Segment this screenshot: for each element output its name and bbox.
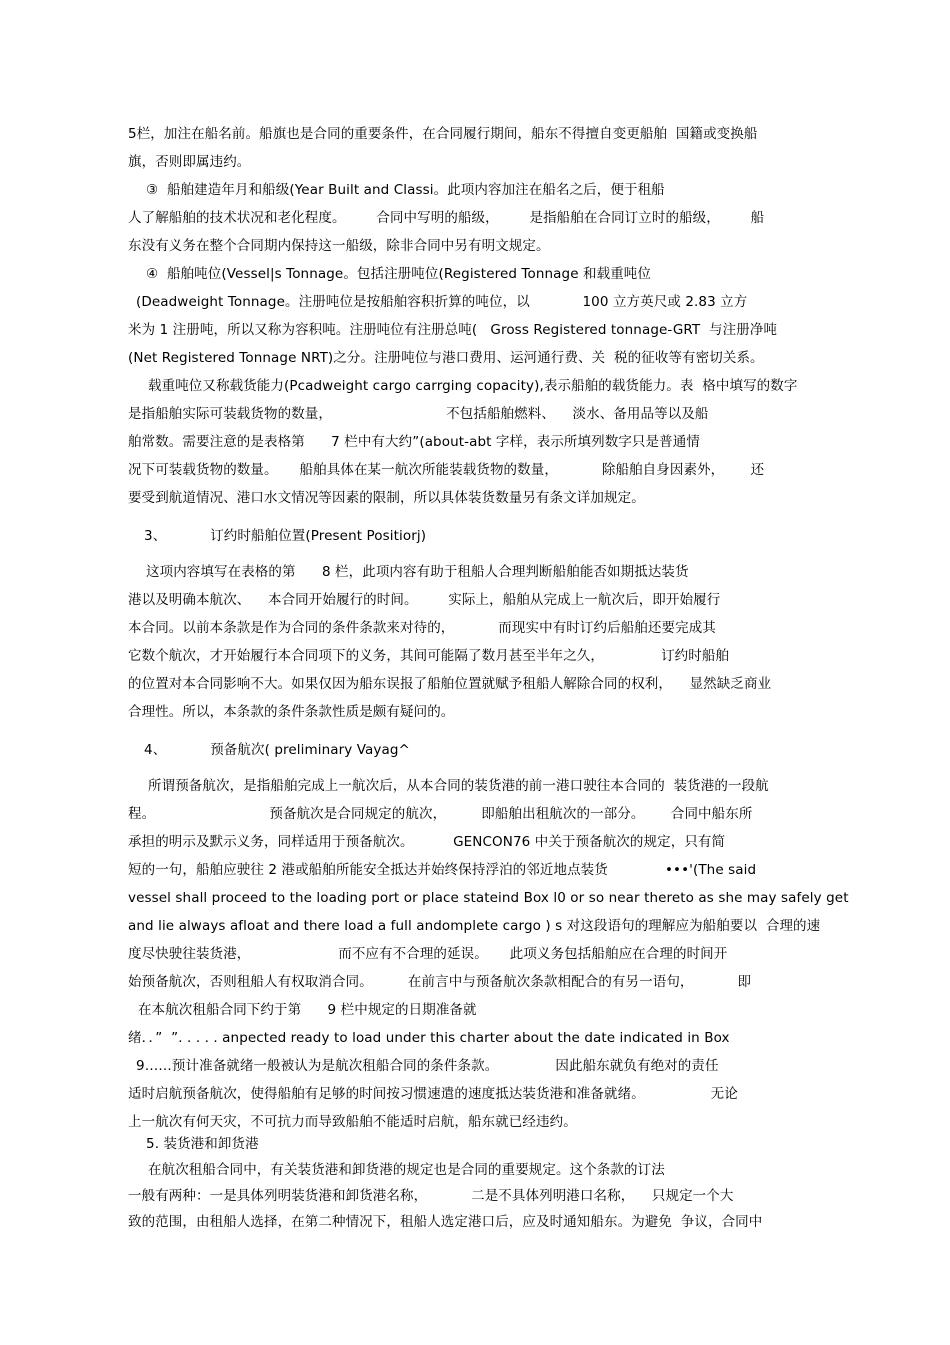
text-line: 一般有两种：一是具体列明装货港和卸货港名称， 二是不具体列明港口名称， 只规定一个大	[128, 1188, 734, 1204]
text-line: 本合同。以前本条款是作为合同的条件条款来对待的， 而现实中有时订约后船舶还要完成其	[128, 620, 716, 636]
text-line: 旗，否则即属违约。	[128, 154, 251, 170]
text-line: 人了解船舶的技术状况和老化程度。 合同中写明的船级， 是指船舶在合同订立时的船级， 船	[128, 210, 765, 226]
text-line: 况下可装载货物的数量。 船舶具体在某一航次所能装载货物的数量， 除船舶自身因素外， 还	[128, 462, 765, 478]
section-heading: 4、 预备航次( preliminary Vayag^	[144, 742, 410, 758]
text-line: 短的一句，船舶应驶往 2 港或船舶所能安全抵达并始终保持浮泊的邻近地点装货 •••'(The said	[128, 862, 757, 878]
text-line: 是指船舶实际可装载货物的数量， 不包括船舶燃料、 淡水、备用品等以及船	[128, 406, 709, 422]
text-line: 这项内容填写在表格的第 8 栏，此项内容有助于租船人合理判断船舶能否如期抵达装货	[146, 564, 689, 580]
text-line: ③ 船舶建造年月和船级(Year Built and Classi。此项内容加注在船名之后，便于租船	[146, 182, 665, 198]
text-line: 绪．．” ”. . . . . anpected ready to load under this charter about the date indicated in Box	[128, 1030, 730, 1046]
text-line: 的位置对本合同影响不大。如果仅因为船东误报了船舶位置就赋予租船人解除合同的权利， 显然缺乏商业	[128, 676, 772, 692]
text-line: vessel shall proceed to the loading port or place stateind Box l0 or so near thereto as she may safely get	[128, 890, 849, 906]
text-line: 9……预计准备就绪一般被认为是航次租船合同的条件条款。 因此船东就负有绝对的责任	[136, 1058, 719, 1074]
section-heading: 3、 订约时船舶位置(Present Positiorj)	[144, 528, 427, 544]
text-line: 承担的明示及默示义务，同样适用于预备航次。 GENCON76 中关于预备航次的规定，只有简	[128, 834, 726, 850]
text-line: (Net Registered Tonnage NRT)之分。注册吨位与港口费用、运河通行费、关 税的征收等有密切关系。	[128, 350, 764, 366]
text-line: ④ 船舶吨位(Vessel|s Tonnage。包括注册吨位(Registered Tonnage 和载重吨位	[146, 266, 651, 282]
text-line: 东没有义务在整个合同期内保持这一船级，除非合同中另有明文规定。	[128, 238, 550, 254]
text-line: 载重吨位又称载货能力(Pcadweight cargo carrging copacity),表示船舶的载货能力。表 格中填写的数字	[148, 378, 798, 394]
text-line: 在本航次租船合同下约于第 9 栏中规定的日期准备就	[138, 1002, 477, 1018]
text-line: 合理性。所以，本条款的条件条款性质是颇有疑问的。	[128, 704, 455, 720]
section-heading: 5. 装货港和卸货港	[146, 1136, 259, 1152]
text-line: 所谓预备航次，是指船舶完成上一航次后，从本合同的装货港的前一港口驶往本合同的 装货港的一段航	[148, 778, 769, 794]
text-line: 上一航次有何天灾，不可抗力而导致船舶不能适时启航，船东就已经违约。	[128, 1114, 577, 1130]
text-line: (Deadweight Tonnage。注册吨位是按船舶容积折算的吨位，以 100 立方英尺或 2.83 立方	[136, 294, 748, 310]
text-line: 程。 预备航次是合同规定的航次， 即船舶出租航次的一部分。 合同中船东所	[128, 806, 753, 822]
text-line: 始预备航次，否则租船人有权取消合同。 在前言中与预备航次条款相配合的有另一语句， 即	[128, 974, 752, 990]
text-line: 在航次租船合同中，有关装货港和卸货港的规定也是合同的重要规定。这个条款的订法	[148, 1162, 665, 1178]
text-line: 适时启航预备航次，使得船舶有足够的时间按习惯速遣的速度抵达装货港和准备就绪。 无论	[128, 1086, 738, 1102]
text-line: and lie always afloat and there load a full andomplete cargo ) s 对这段语句的理解应为船舶要以 合理的速	[128, 918, 821, 934]
text-line: 5栏，加注在船名前。船旗也是合同的重要条件，在合同履行期间，船东不得擅自变更船舶 国籍或变换船	[128, 126, 758, 142]
text-line: 要受到航道情况、港口水文情况等因素的限制，所以具体装货数量另有条文详加规定。	[128, 490, 645, 506]
text-line: 舶常数。需要注意的是表格第 7 栏中有大约”(about-abt 字样，表示所填列数字只是普通情	[128, 434, 700, 450]
text-line: 致的范围，由租船人选择，在第二种情况下，租船人选定港口后，应及时通知船东。为避免 争议，合同中	[128, 1214, 763, 1230]
text-line: 港以及明确本航次、 本合同开始履行的时间。 实际上，船舶从完成上一航次后，即开始履行	[128, 592, 721, 608]
text-line: 它数个航次，才开始履行本合同项下的义务，其间可能隔了数月甚至半年之久， 订约时船舶	[128, 648, 730, 664]
text-line: 米为 1 注册吨，所以又称为容积吨。注册吨位有注册总吨( Gross Registered tonnage-GRT 与注册净吨	[128, 322, 778, 338]
text-line: 度尽快驶往装货港， 而不应有不合理的延误。 此项义务包括船舶应在合理的时间开	[128, 946, 728, 962]
